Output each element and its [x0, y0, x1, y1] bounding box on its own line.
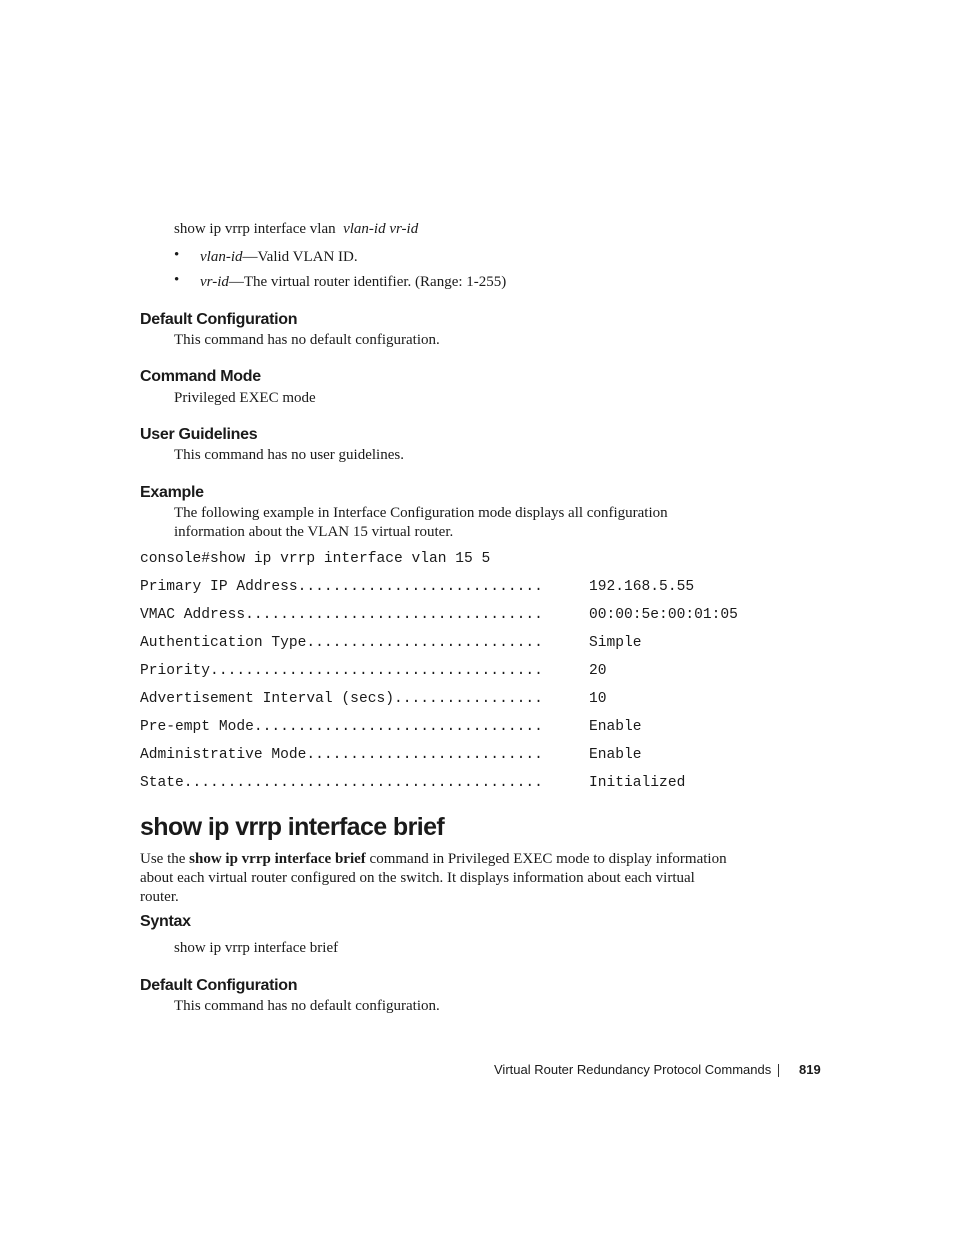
example-heading: Example — [140, 484, 204, 501]
console-row-value: 00:00:5e:00:01:05 — [589, 607, 738, 623]
brief-title: show ip vrrp interface brief — [140, 813, 445, 841]
brief-intro-line1 — [140, 849, 727, 869]
brief-default-heading: Default Configuration — [140, 977, 298, 994]
brief-intro-line2: about each virtual router configured on the switch. It displays information about each virtual — [140, 870, 695, 886]
param-vlan-id — [200, 247, 358, 267]
footer-page-number: 819 — [799, 1062, 821, 1077]
console-row-label: Priority...................................... — [140, 663, 543, 679]
console-row-label: State......................................... — [140, 775, 543, 791]
console-row-label: Advertisement Interval (secs)................. — [140, 691, 543, 707]
brief-default-text: This command has no default configuration. — [174, 998, 440, 1014]
syntax-command: show ip vrrp interface vlan — [174, 221, 336, 237]
command-mode-text: Privileged EXEC mode — [174, 390, 316, 406]
console-row-label: VMAC Address.................................. — [140, 607, 543, 623]
intro-cmd: show ip vrrp interface brief — [189, 851, 366, 867]
footer-divider — [778, 1064, 779, 1077]
syntax-heading: Syntax — [140, 913, 191, 930]
example-text-line1: The following example in Interface Configuration mode displays all configuration — [174, 505, 668, 521]
console-row-label: Administrative Mode........................... — [140, 747, 543, 763]
param-desc: —Valid VLAN ID. — [242, 249, 358, 265]
example-text-line2: information about the VLAN 15 virtual router. — [174, 524, 454, 540]
console-row-value: Enable — [589, 747, 642, 763]
param-name: vr-id — [200, 274, 229, 290]
intro-pre: Use the — [140, 851, 190, 867]
command-mode-heading: Command Mode — [140, 368, 261, 385]
intro-post: command in Privileged EXEC mode to display information — [365, 851, 727, 867]
syntax-line — [174, 219, 418, 239]
param-name: vlan-id — [200, 249, 243, 265]
console-row-value: Simple — [589, 635, 642, 651]
user-guidelines-heading: User Guidelines — [140, 426, 258, 443]
console-row-value: 192.168.5.55 — [589, 579, 695, 595]
user-guidelines-text: This command has no user guidelines. — [174, 447, 404, 463]
default-config-heading: Default Configuration — [140, 311, 298, 328]
default-config-text: This command has no default configuration. — [174, 332, 440, 348]
console-command: console#show ip vrrp interface vlan 15 5 — [140, 551, 491, 567]
console-row-label: Pre-empt Mode................................. — [140, 719, 543, 735]
syntax-text: show ip vrrp interface brief — [174, 940, 339, 956]
footer-chapter: Virtual Router Redundancy Protocol Commands — [494, 1062, 772, 1077]
param-desc: —The virtual router identifier. (Range: 1-255) — [228, 274, 507, 290]
bullet-icon: • — [174, 272, 180, 288]
console-row-value: Initialized — [589, 775, 686, 791]
param-vr-id — [200, 272, 506, 292]
console-row-label: Authentication Type........................... — [140, 635, 543, 651]
console-row-value: 20 — [589, 663, 607, 679]
console-row-value: Enable — [589, 719, 642, 735]
syntax-args: vlan-id vr-id — [343, 221, 419, 237]
console-row-label: Primary IP Address............................ — [140, 579, 543, 595]
brief-intro-line3: router. — [140, 889, 179, 905]
bullet-icon: • — [174, 247, 180, 263]
console-row-value: 10 — [589, 691, 607, 707]
